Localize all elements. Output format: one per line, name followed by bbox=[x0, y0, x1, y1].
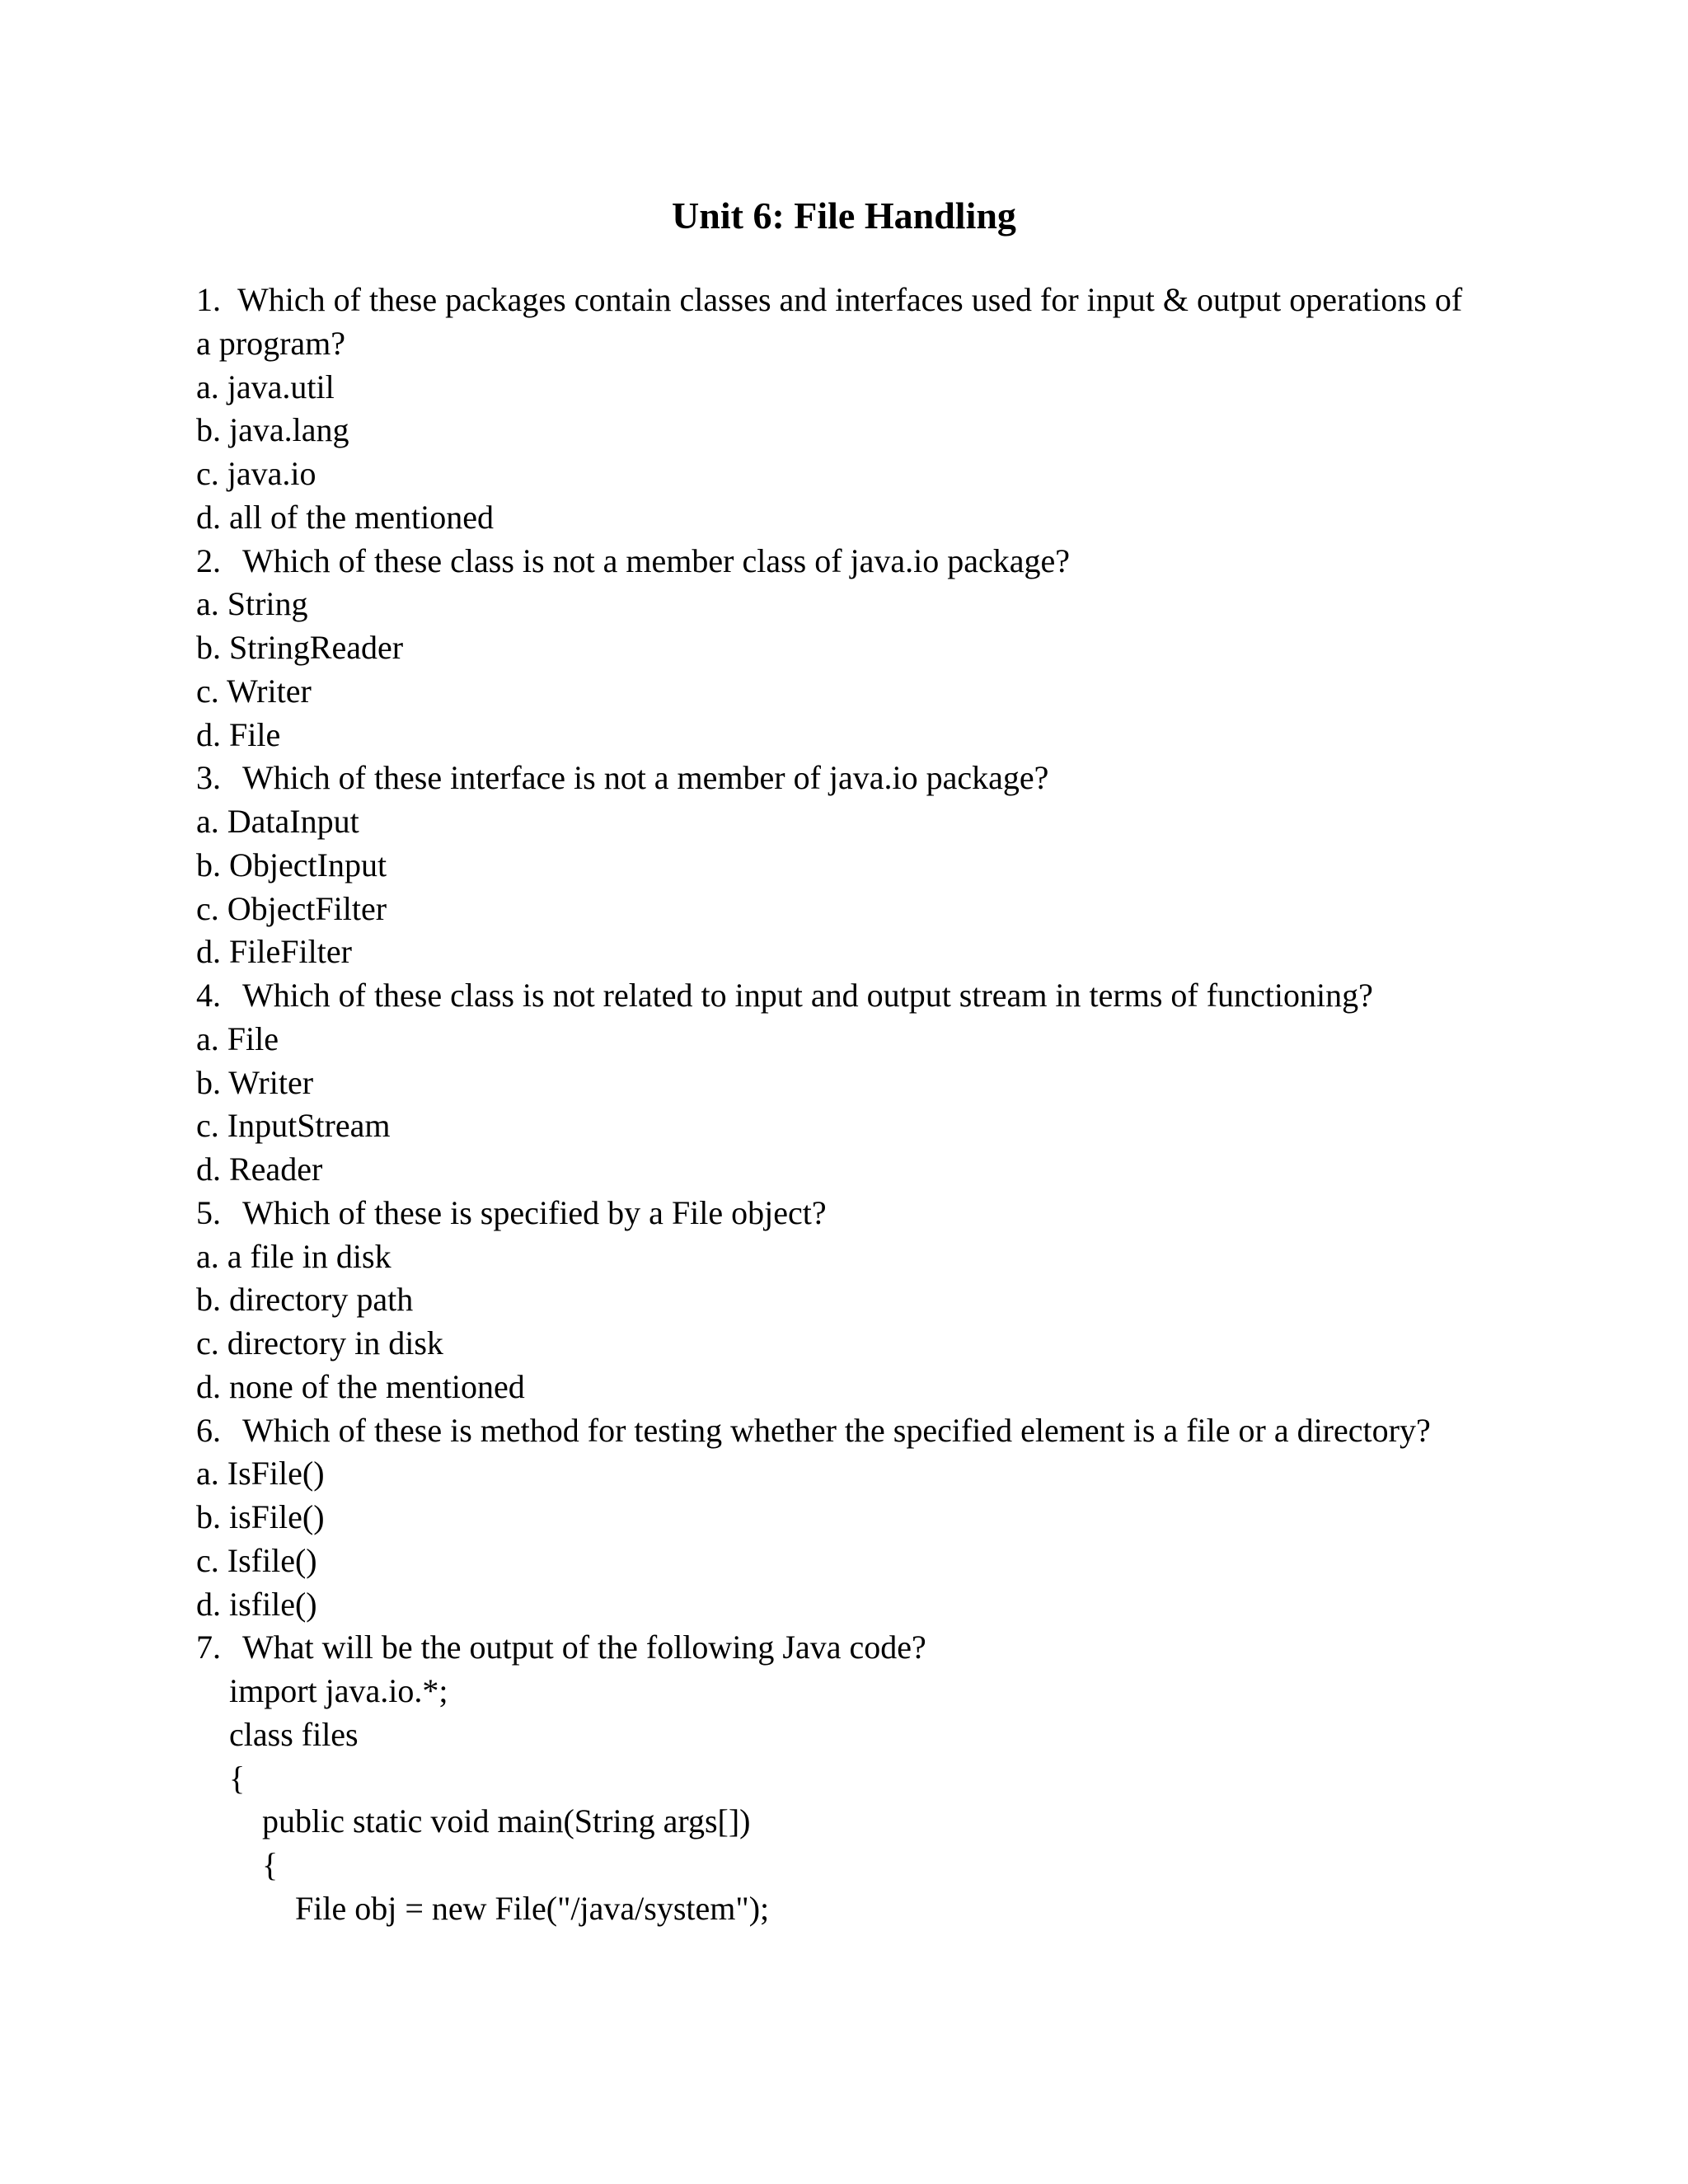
option-a: a. File bbox=[196, 1019, 279, 1057]
code-line: class files bbox=[229, 1715, 359, 1753]
question-text: Which of these is specified by a File object? bbox=[242, 1193, 827, 1231]
option-a: a. DataInput bbox=[196, 803, 359, 840]
option-c: c. Isfile() bbox=[196, 1541, 317, 1579]
option-d: d. isfile() bbox=[196, 1585, 317, 1623]
question-7 bbox=[196, 1626, 1482, 1670]
option-d: d. none of the mentioned bbox=[196, 1367, 525, 1405]
option-c: c. directory in disk bbox=[196, 1324, 443, 1361]
option-a: a. a file in disk bbox=[196, 1237, 392, 1275]
question-2 bbox=[196, 540, 1482, 583]
page-title: Unit 6: File Handling bbox=[672, 194, 1016, 237]
option-d: d. FileFilter bbox=[196, 933, 352, 971]
question-number: 1. bbox=[196, 281, 221, 318]
option-b: b. directory path bbox=[196, 1281, 414, 1319]
option-b: b. isFile() bbox=[196, 1498, 325, 1535]
option-b: b. ObjectInput bbox=[196, 846, 387, 883]
question-text: Which of these is method for testing whether the specified element is a file or a directory? bbox=[242, 1411, 1431, 1449]
question-number: 4. bbox=[196, 977, 221, 1014]
option-c: c. Writer bbox=[196, 672, 312, 710]
question-6 bbox=[196, 1409, 1482, 1453]
option-b: b. StringReader bbox=[196, 629, 404, 666]
question-number: 3. bbox=[196, 759, 221, 797]
option-a: a. java.util bbox=[196, 368, 335, 405]
question-text: Which of these class is not a member class of java.io package? bbox=[242, 541, 1071, 579]
option-d: d. all of the mentioned bbox=[196, 498, 495, 536]
code-line: { bbox=[262, 1846, 279, 1883]
option-c: c. java.io bbox=[196, 455, 316, 492]
code-line: { bbox=[229, 1759, 246, 1797]
question-text: Which of these interface is not a member of java.io package? bbox=[242, 759, 1049, 797]
question-text: Which of these packages contain classes and interfaces used for input & output operations of bbox=[237, 281, 1463, 318]
question-3 bbox=[196, 757, 1482, 800]
question-5 bbox=[196, 1192, 1482, 1235]
code-line: import java.io.*; bbox=[229, 1672, 448, 1709]
option-a: a. String bbox=[196, 585, 308, 623]
question-list bbox=[196, 279, 1482, 1931]
question-text-continuation: a program? bbox=[196, 324, 346, 362]
question-text: Which of these class is not related to input and output stream in terms of functioning? bbox=[242, 977, 1373, 1014]
question-number: 2. bbox=[196, 541, 221, 579]
code-line: public static void main(String args[]) bbox=[262, 1802, 751, 1840]
option-d: d. Reader bbox=[196, 1151, 323, 1188]
option-b: b. java.lang bbox=[196, 411, 349, 449]
question-1 bbox=[196, 279, 1482, 322]
option-c: c. InputStream bbox=[196, 1107, 391, 1145]
question-4 bbox=[196, 974, 1482, 1018]
option-a: a. IsFile() bbox=[196, 1455, 325, 1493]
question-number: 7. bbox=[196, 1629, 221, 1666]
question-number: 5. bbox=[196, 1193, 221, 1231]
option-b: b. Writer bbox=[196, 1063, 314, 1101]
question-text: What will be the output of the following Java code? bbox=[242, 1629, 926, 1666]
option-c: c. ObjectFilter bbox=[196, 889, 387, 927]
option-d: d. File bbox=[196, 715, 281, 753]
code-line: File obj = new File("/java/system"); bbox=[295, 1889, 770, 1927]
question-number: 6. bbox=[196, 1411, 221, 1449]
